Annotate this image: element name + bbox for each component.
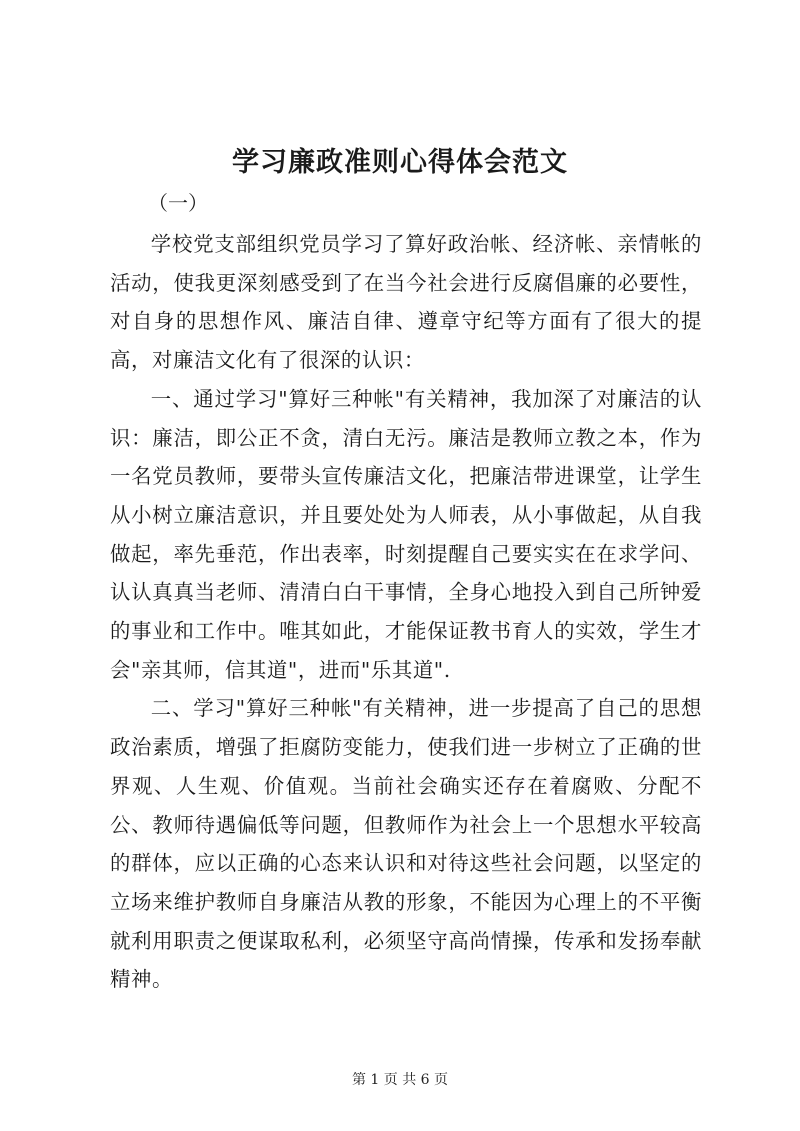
section-label: （一） — [148, 191, 208, 215]
page-title: 学习廉政准则心得体会范文 — [232, 147, 568, 178]
page-footer: 第 1 页 共 6 页 — [351, 1072, 449, 1088]
paragraph-3: 二、学习"算好三种帐"有关精神，进一步提高了自己的思想政治素质，增强了拒腐防变能力，使我们进一步树立了正确的世界观、人生观、价值观。当前社会确实还存在着腐败、分配不公、教师待遇偏低等问题，但教师作为社会上一个思想水平较高的群体，应以正确的心态来认识和对待这些社会问题，以坚定的立场来维护教师自身廉洁从教的形象，不能因为心理上的不平衡就利用职责之便谋取私利，必须坚守高尚情操，传承和发扬奉献精神。 — [110, 696, 702, 992]
paragraph-2: 一、通过学习"算好三种帐"有关精神，我加深了对廉洁的认识：廉洁，即公正不贪，清白无污。廉洁是教师立教之本，作为一名党员教师，要带头宣传廉洁文化，把廉洁带进课堂，让学生从小树立廉洁意识，并且要处处为人师表，从小事做起，从自我做起，率先垂范，作出表率，时刻提醒自己要实实在在求学问、认认真真当老师、清清白白干事情，全身心地投入到自己所钟爱的事业和工作中。唯其如此，才能保证教书育人的实效，学生才会"亲其师，信其道"，进而"乐其道". — [110, 386, 702, 682]
body-text — [110, 225, 702, 999]
paragraph-1: 学校党支部组织党员学习了算好政治帐、经济帐、亲情帐的活动，使我更深刻感受到了在当今社会进行反腐倡廉的必要性，对自身的思想作风、廉洁自律、遵章守纪等方面有了很大的提高，对廉洁文化有了很深的认识： — [110, 232, 702, 373]
